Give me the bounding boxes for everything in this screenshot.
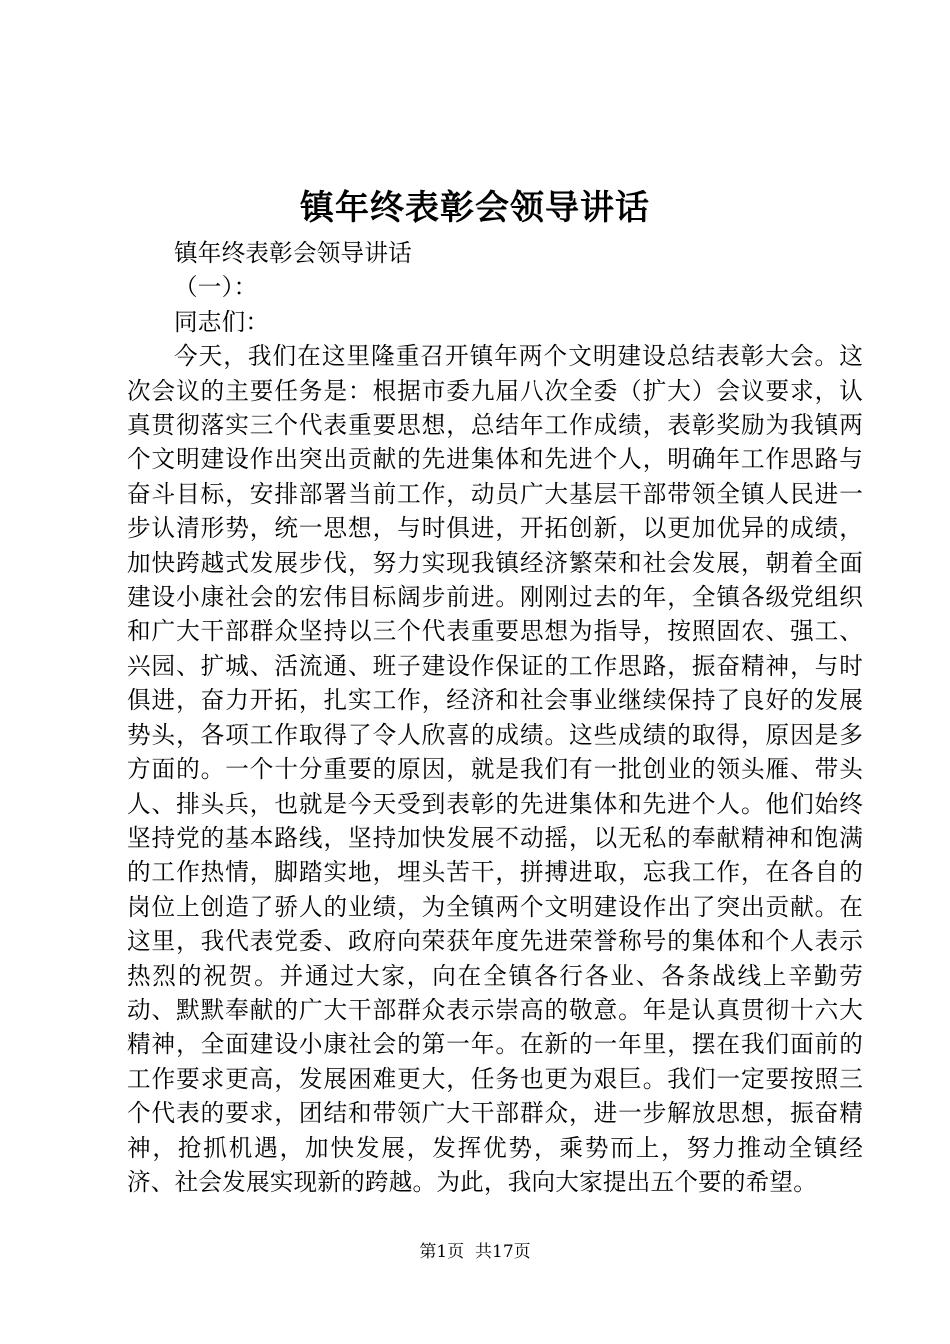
section-marker-paragraph: （一）： — [174, 273, 258, 302]
subtitle-paragraph: 镇年终表彰会领导讲话 — [174, 239, 412, 267]
salutation-paragraph: 同志们： — [174, 307, 270, 336]
page-number: 第1页 — [419, 1242, 465, 1262]
page-total: 共17页 — [475, 1242, 531, 1262]
page-footer — [0, 1241, 950, 1263]
page-title: 镇年终表彰会领导讲话 — [300, 188, 650, 228]
footer-separator — [464, 1242, 475, 1262]
body-paragraph: 今天，我们在这里隆重召开镇年两个文明建设总结表彰大会。这次会议的主要任务是：根据市委九届八次全委（扩大）会议要求，认真贯彻落实三个代表重要思想，总结年工作成绩，表彰奖励为我镇两个文明建设作出突出贡献的先进集体和先进个人，明确年工作思路与奋斗目标，安排部署当前工作，动员广大基层干部带领全镇人民进一步认清形势，统一思想，与时俱进，开拓创新，以更加优异的成绩，加快跨越式发展步伐，努力实现我镇经济繁荣和社会发展，朝着全面建设小康社会的宏伟目标阔步前进。刚刚过去的年，全镇各级党组织和广大干部群众坚持以三个代表重要思想为指导，按照固农、强工、兴园、扩城、活流通、班子建设作保证的工作思路，振奋精神，与时俱进，奋力开拓，扎实工作，经济和社会事业继续保持了良好的发展势头，各项工作取得了令人欣喜的成绩。这些成绩的取得，原因是多方面的。一个十分重要的原因，就是我们有一批创业的领头雁、带头人、排头兵，也就是今天受到表彰的先进集体和先进个人。他们始终坚持党的基本路线，坚持加快发展不动摇，以无私的奉献精神和饱满的工作热情，脚踏实地，埋头苦干，拼搏进取，忘我工作，在各自的岗位上创造了骄人的业绩，为全镇两个文明建设作出了突出贡献。在这里，我代表党委、政府向荣获年度先进荣誉称号的集体和个人表示热烈的祝贺。并通过大家，向在全镇各行各业、各条战线上辛勤劳动、默默奉献的广大干部群众表示崇高的敬意。年是认真贯彻十六大精神，全面建设小康社会的第一年。在新的一年里，摆在我们面前的工作要求更高，发展困难更大，任务也更为艰巨。我们一定要按照三个代表的要求，团结和带领广大干部群众，进一步解放思想，振奋精神，抢抓机遇，加快发展，发挥优势，乘势而上，努力推动全镇经济、社会发展实现新的跨越。为此，我向大家提出五个要的希望。 — [127, 342, 863, 1196]
document-body — [127, 236, 863, 1199]
